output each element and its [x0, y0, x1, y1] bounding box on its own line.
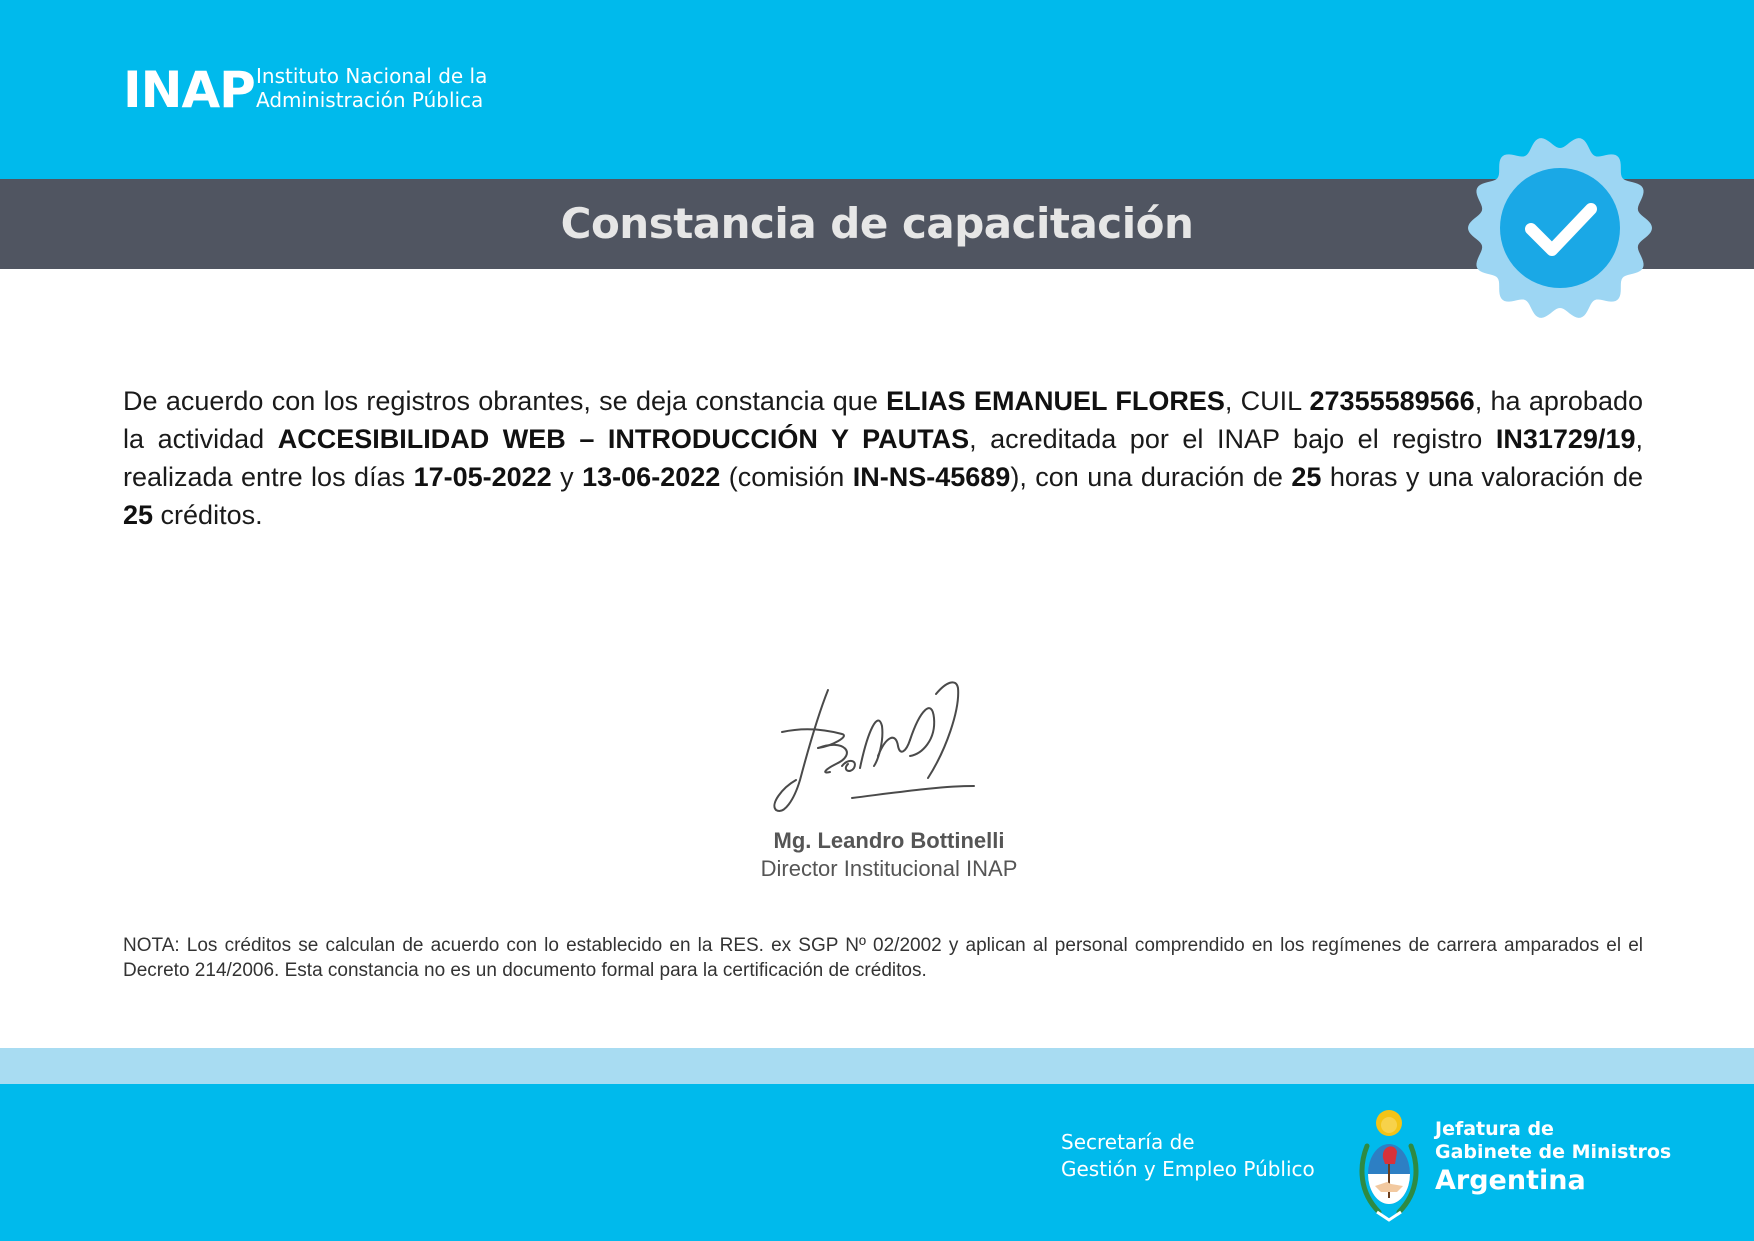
seal-inner-circle [1500, 168, 1620, 288]
statement-text-2: , CUIL [1224, 386, 1310, 416]
signer-name: Mg. Leandro Bottinelli [773, 828, 1005, 853]
activity-name: ACCESIBILIDAD WEB – INTRODUCCIÓN Y PAUTAS [277, 424, 970, 454]
credits-note: NOTA: Los créditos se calculan de acuerdo con lo establecido en la RES. ex SGP Nº 02/2002 y aplican al personal comprendido en los regímenes de carrera amparados el el Decreto 214/2006. Esta constancia no es un documento formal para la certificación de créditos. [123, 935, 1643, 981]
end-date: 13-06-2022 [582, 462, 721, 492]
statement-text-1: De acuerdo con los registros obrantes, se deja constancia que [123, 386, 887, 416]
cuil-number: 27355589566 [1309, 386, 1475, 416]
registry-code: IN31729/19 [1495, 424, 1636, 454]
logo-name-line-1: Instituto Nacional de la [256, 64, 488, 88]
participant-name: ELIAS EMANUEL FLORES [886, 386, 1225, 416]
jefatura-label [1435, 1118, 1671, 1198]
page-title: Constancia de capacitación [560, 199, 1194, 248]
statement-text-4: , acreditada por el INAP bajo el registro [969, 424, 1496, 454]
logo-name-line-2: Administración Pública [256, 88, 484, 112]
start-date: 17-05-2022 [413, 462, 552, 492]
footer-accent-strip [0, 1048, 1754, 1084]
commission-code: IN-NS-45689 [852, 462, 1011, 492]
secretaria-line-1: Secretaría de [1061, 1130, 1195, 1154]
argentina-coat-of-arms-icon [1357, 1108, 1421, 1226]
checkmark-badge-icon [1465, 133, 1655, 323]
logo-institution-name [256, 64, 487, 112]
statement-text-8: ), con una duración de [1010, 462, 1292, 492]
statement-text-3: , ha aprobado la actividad [123, 386, 1643, 454]
sun-emblem [1376, 1110, 1402, 1136]
statement-text-10: créditos. [153, 500, 263, 530]
logo-acronym: INAP [123, 61, 255, 119]
certificate-statement [123, 382, 1643, 534]
secretaria-line-2: Gestión y Empleo Público [1061, 1157, 1315, 1181]
jefatura-line-1: Jefatura de [1435, 1118, 1554, 1140]
duration-hours: 25 [1291, 462, 1322, 492]
secretaria-label [1061, 1129, 1315, 1183]
statement-text-6: y [551, 462, 583, 492]
statement-text-7: (comisión [720, 462, 853, 492]
jefatura-line-3: Argentina [1435, 1165, 1586, 1196]
signer-role: Director Institucional INAP [760, 856, 1018, 881]
jefatura-line-2: Gabinete de Ministros [1435, 1141, 1672, 1163]
ribbon [1377, 1212, 1401, 1220]
statement-text-9: horas y una valoración de [1321, 462, 1643, 492]
handwritten-signature [760, 670, 1020, 825]
footer-band [0, 1084, 1754, 1241]
statement-text-5: , realizada entre los días [123, 424, 1643, 492]
credits-value: 25 [123, 500, 154, 530]
